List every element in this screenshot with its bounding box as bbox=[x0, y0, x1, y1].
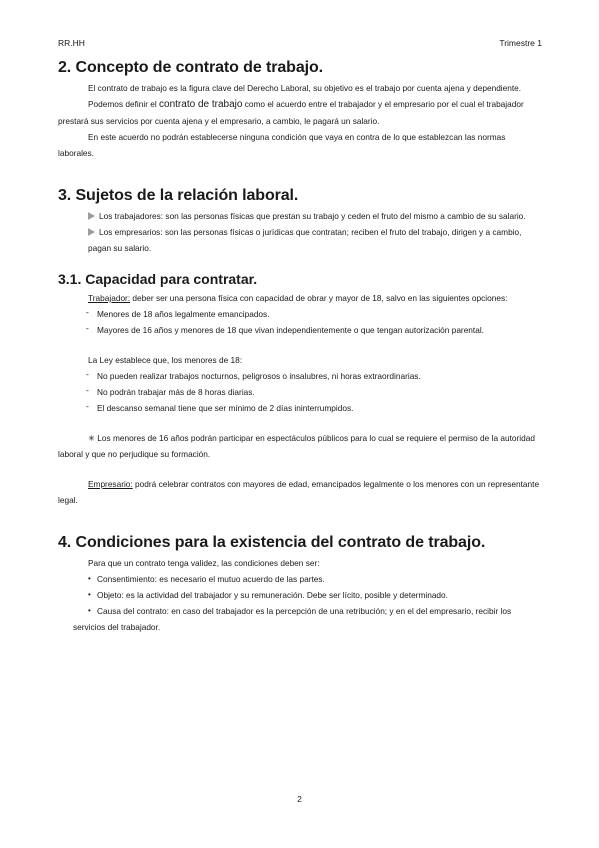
subject-item-text: Los empresarios: son las personas físicas o jurídicas que contratan; reciben el fruto del trabajo, dirigen y a cambio, pagan su salario. bbox=[88, 227, 522, 253]
list-item-text: Objeto: es la actividad del trabajador y su remuneración. Debe ser lícito, posible y determinado. bbox=[97, 590, 448, 600]
subject-item-workers bbox=[58, 208, 542, 224]
section-3-title: 3. Sujetos de la relación laboral. bbox=[58, 187, 299, 204]
list-item-text: Consentimiento: es necesario el mutuo acuerdo de las partes. bbox=[97, 574, 325, 584]
list-item-text: Mayores de 16 años y menores de 18 que vivan independientemente o que tengan autorización parental. bbox=[97, 325, 484, 335]
list-item-text: Menores de 18 años legalmente emancipados. bbox=[97, 309, 270, 319]
list-item bbox=[58, 603, 542, 635]
dot-bullet-icon: • bbox=[88, 590, 91, 599]
header-left: RR.HH bbox=[58, 38, 85, 48]
list-item bbox=[58, 306, 542, 322]
conditions-list bbox=[58, 571, 542, 635]
list-item bbox=[58, 571, 542, 587]
list-item bbox=[58, 400, 542, 416]
dot-bullet-icon: • bbox=[88, 574, 91, 583]
section-2-paragraph-3: En este acuerdo no podrán establecerse ninguna condición que vaya en contra de lo que establezcan las normas laborales. bbox=[58, 132, 506, 158]
dash-bullet-icon: ˗ bbox=[86, 323, 89, 332]
dash-bullet-icon: ˗ bbox=[86, 369, 89, 378]
section-2-title: 2. Concepto de contrato de trabajo. bbox=[58, 59, 323, 76]
subject-item-employers bbox=[58, 224, 542, 256]
section-4-title: 4. Condiciones para la existencia del contrato de trabajo. bbox=[58, 534, 486, 551]
dash-bullet-icon: ˗ bbox=[86, 385, 89, 394]
dot-bullet-icon: • bbox=[88, 606, 91, 615]
minors-note-text: Los menores de 16 años podrán participar en espectáculos públicos para lo cual se requiere el permiso de la autoridad laboral y que no perjudique su formación. bbox=[58, 433, 535, 459]
subject-item-text: Los trabajadores: son las personas físicas que prestan su trabajo y ceden el fruto del mismo a cambio de su salario. bbox=[99, 211, 526, 221]
page-content bbox=[58, 58, 542, 635]
arrow-bullet-icon bbox=[88, 212, 95, 220]
p2-emphasis: contrato de trabajo bbox=[159, 99, 243, 110]
list-item bbox=[58, 587, 542, 603]
list-item-text: No podrán trabajar más de 8 horas diarias. bbox=[97, 387, 255, 397]
conditions-intro: Para que un contrato tenga validez, las condiciones deben ser: bbox=[88, 558, 320, 568]
dash-bullet-icon: ˗ bbox=[86, 401, 89, 410]
law-intro: La Ley establece que, los menores de 18: bbox=[88, 355, 243, 365]
list-item-text: No pueden realizar trabajos nocturnos, peligrosos o insalubres, ni horas extraordinarias. bbox=[97, 371, 421, 381]
employer-capacity-text bbox=[58, 476, 542, 508]
header-right: Trimestre 1 bbox=[499, 38, 542, 48]
list-item-text: Causa del contrato: en caso del trabajador es la percepción de una retribución; y en el del empresario, recibir los servicios del trabajador. bbox=[73, 606, 512, 632]
section-2-paragraph-1: El contrato de trabajo es la figura clave del Derecho Laboral, su objetivo es el trabajo por cuenta ajena y dependiente. bbox=[88, 83, 522, 93]
worker-label: Trabajador: bbox=[88, 293, 131, 303]
employer-text: podrá celebrar contratos con mayores de edad, emancipados legalmente o los menores con un representante legal. bbox=[58, 479, 540, 505]
worker-text: deber ser una persona física con capacidad de obrar y mayor de 18, salvo en las siguientes opciones: bbox=[130, 293, 508, 303]
list-item-text: El descanso semanal tiene que ser mínimo de 2 días ininterrumpidos. bbox=[97, 403, 354, 413]
list-item bbox=[58, 384, 542, 400]
list-item bbox=[58, 322, 542, 338]
p2-post: como el acuerdo entre el trabajador y el empresario por el cual el trabajador prestará sus servicios por cuenta ajena y el empresario, a cambio, le pagará un salario. bbox=[58, 99, 524, 126]
minor-restrictions-list bbox=[58, 368, 542, 416]
worker-capacity-text bbox=[58, 290, 542, 306]
worker-exceptions-list bbox=[58, 306, 542, 338]
section-3-1-title: 3.1. Capacidad para contratar. bbox=[58, 271, 258, 287]
p2-pre: Podemos definir el bbox=[88, 99, 160, 109]
page-number: 2 bbox=[297, 794, 302, 804]
section-2-paragraph-2 bbox=[58, 96, 542, 129]
dash-bullet-icon: ˗ bbox=[86, 307, 89, 316]
minors-note bbox=[58, 430, 542, 462]
list-item bbox=[58, 368, 542, 384]
employer-label: Empresario: bbox=[88, 479, 133, 489]
asterisk-icon: ✳ bbox=[88, 433, 95, 443]
arrow-bullet-icon bbox=[88, 228, 95, 236]
